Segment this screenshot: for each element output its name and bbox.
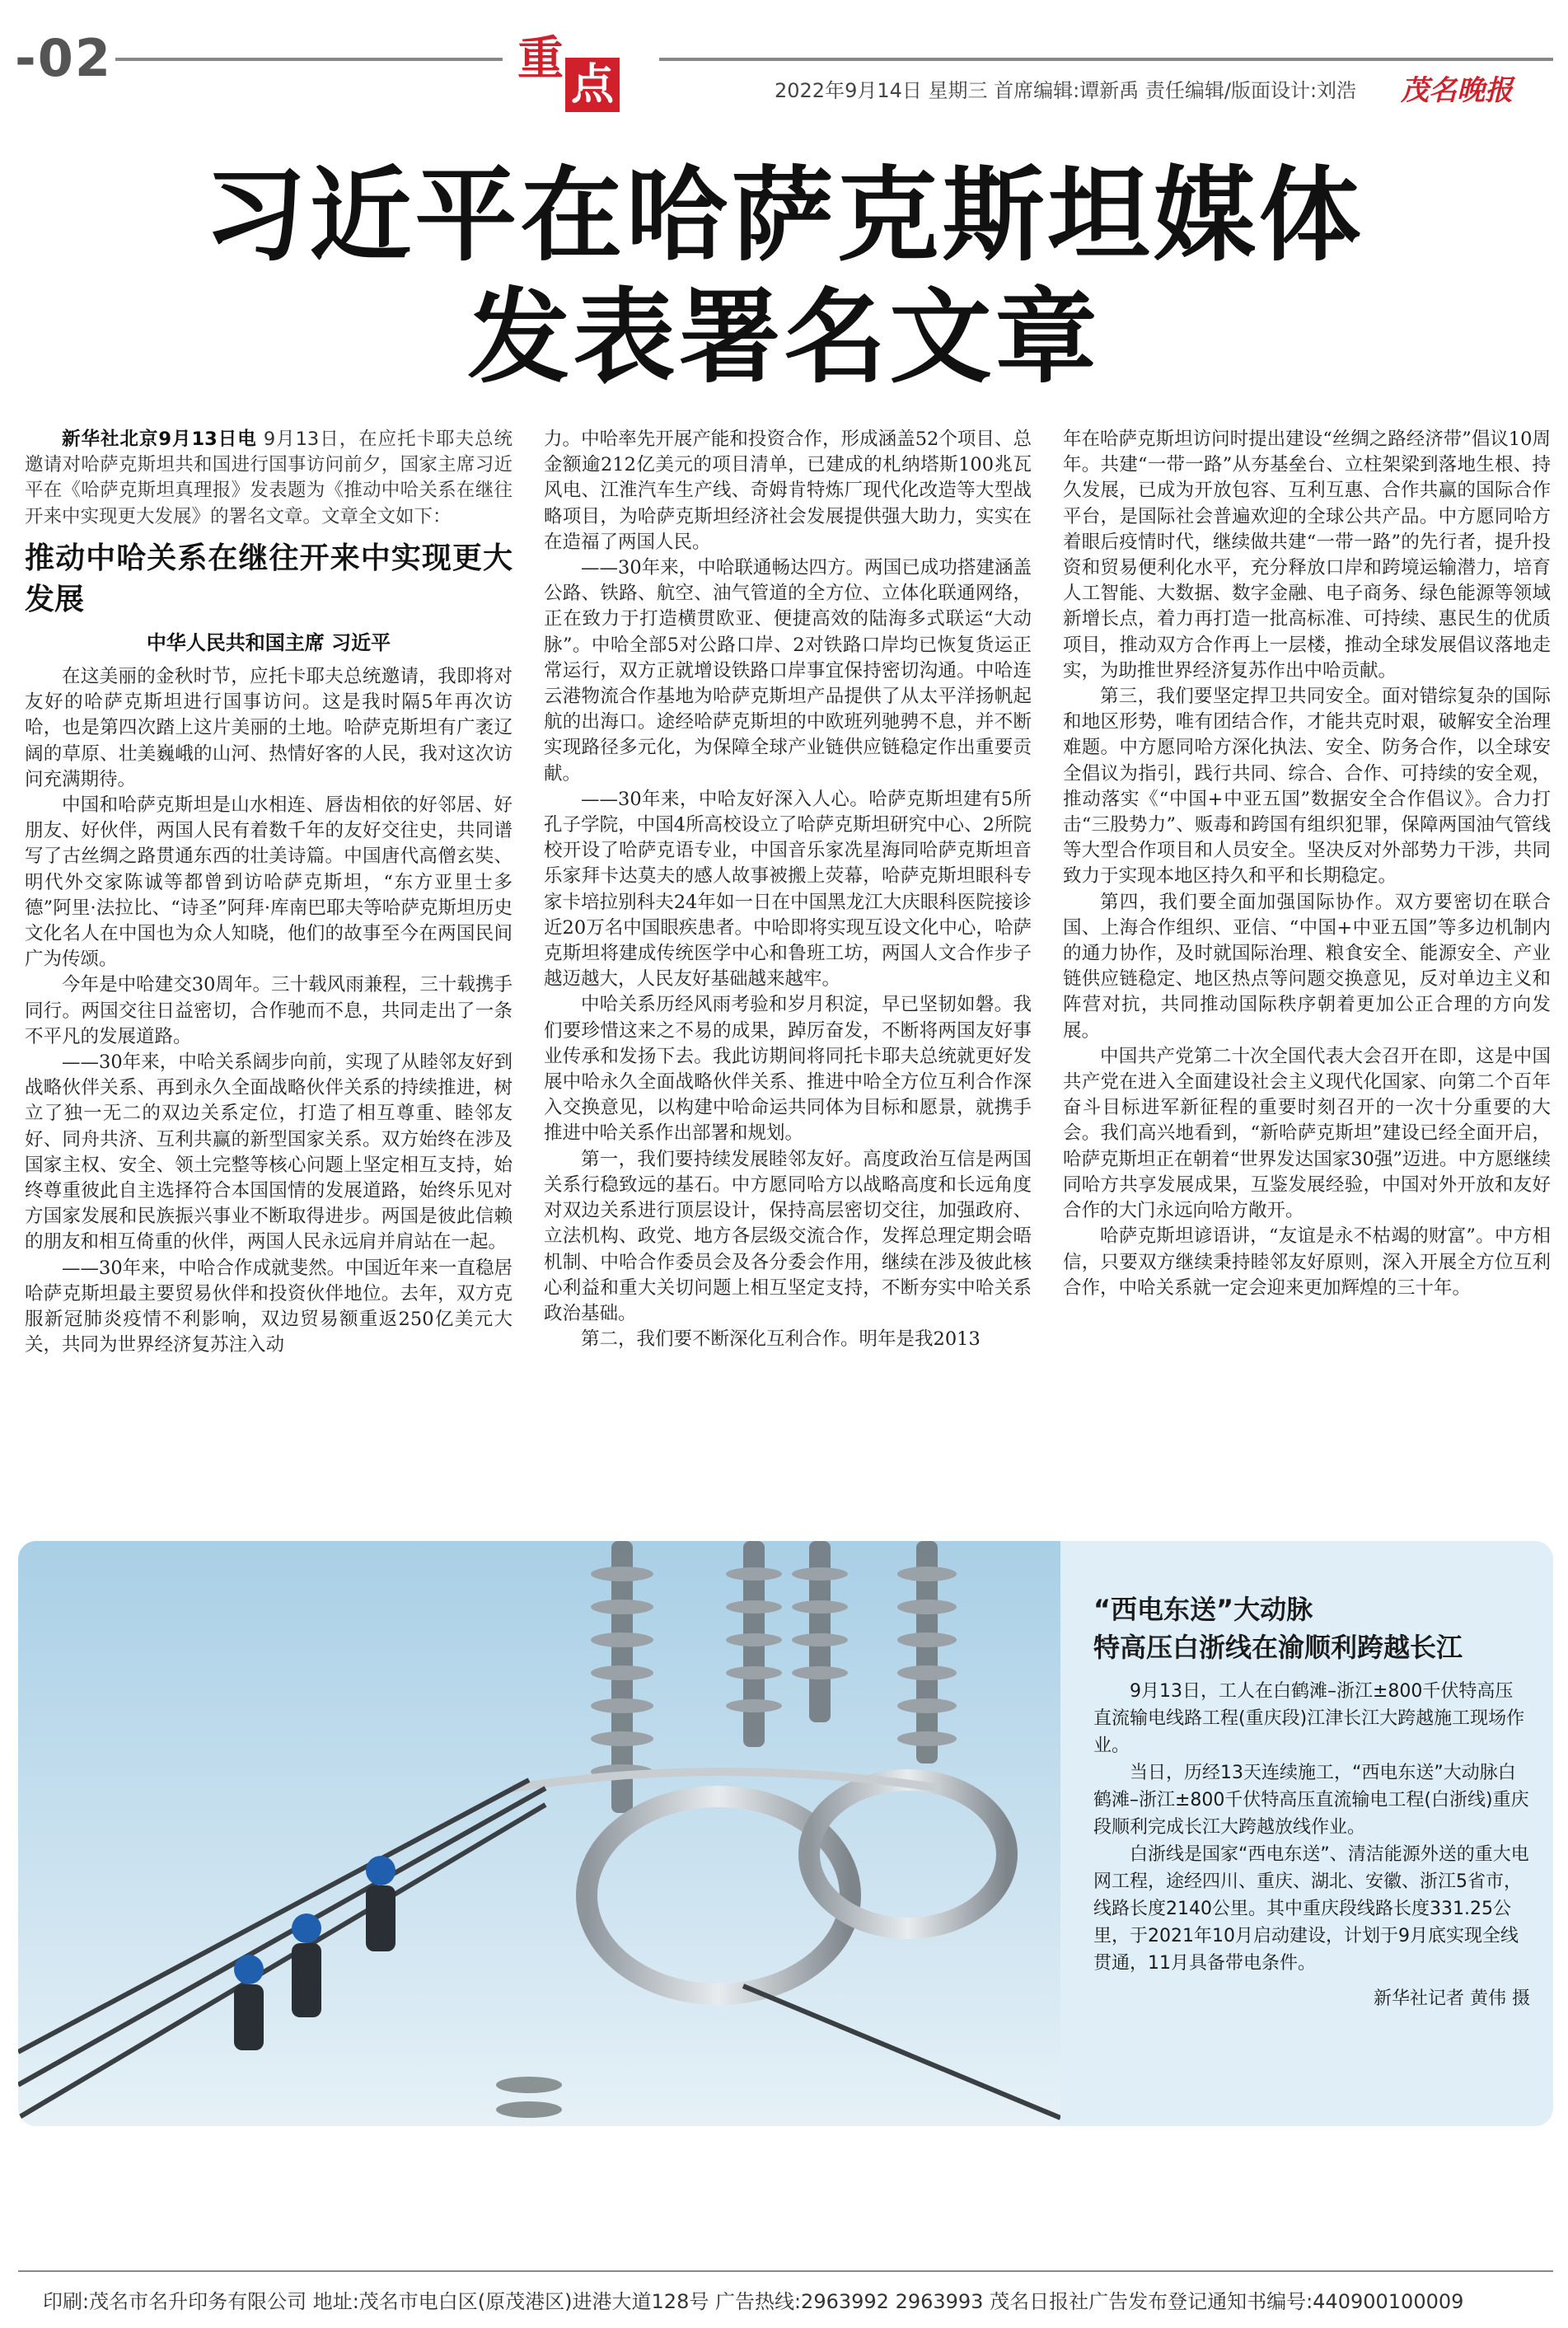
paragraph: 中国和哈萨克斯坦是山水相连、唇齿相依的好邻居、好朋友、好伙伴，两国人民有着数千年的友好交往史，共同谱写了古丝绸之路贯通东西的壮美诗篇。中国唐代高僧玄奘、明代外交家陈诚等都曾到访哈萨克斯坦，“东方亚里士多德”阿里·法拉比、“诗圣”阿拜·库南巴耶夫等哈萨克斯坦历史文化名人在中国也为众人知晓，他们的故事至今在两国民间广为传颂。 xyxy=(25,794,513,971)
footer-rule xyxy=(18,2270,1553,2272)
photo-section xyxy=(18,1541,1553,2126)
paragraph: ——30年来，中哈友好深入人心。哈萨克斯坦建有5所孔子学院，中国4所高校设立了哈萨克斯坦研究中心、2所院校开设了哈萨克语专业，中国音乐家冼星海同哈萨克斯坦音乐家拜卡达莫夫的感人故事被搬上荧幕，哈萨克斯坦眼科专家卡培拉别科夫24年如一日在中国黑龙江大庆眼科医院接诊近20万名中国眼疾患者。中哈即将实现互设文化中心，哈萨克斯坦将建成传统医学中心和鲁班工坊，两国人文合作步子越迈越大，人民友好基础越来越牢。 xyxy=(544,788,1032,991)
paragraph: 在这美丽的金秋时节，应托卡耶夫总统邀请，我即将对友好的哈萨克斯坦进行国事访问。这是我时隔5年再次访哈，也是第四次踏上这片美丽的土地。哈萨克斯坦有广袤辽阔的草原、壮美巍峨的山河、热情好客的人民，我对这次访问充满期待。 xyxy=(25,666,513,790)
paragraph: 第三，我们要坚定捍卫共同安全。面对错综复杂的国际和地区形势，唯有团结合作，才能共克时艰，破解安全治理难题。中方愿同哈方深化执法、安全、防务合作，以全球安全倡议为指引，践行共同、综合、合作、可持续的安全观，推动落实《“中国+中亚五国”数据安全合作倡议》。合力打击“三股势力”、贩毒和跨国有组织犯罪，保障两国油气管线等大型合作项目和人员安全。坚决反对外部势力干涉，共同致力于实现本地区持久和平和长期稳定。 xyxy=(1063,686,1551,888)
caption-paragraph: 9月13日，工人在白鹤滩–浙江±800千伏特高压直流输电线路工程(重庆段)江津长江大跨越施工现场作业。 xyxy=(1093,1681,1525,1756)
page-number: -02 xyxy=(15,28,113,88)
section-label xyxy=(517,32,614,110)
transmission-line-photo xyxy=(18,1541,1060,2126)
newspaper-logo: 茂名晚报 xyxy=(1401,74,1513,107)
paragraph: 第二，我们要不断深化互利合作。明年是我2013 xyxy=(581,1328,981,1351)
lede-text: 9月13日，在应托卡耶夫总统邀请对哈萨克斯坦共和国进行国事访问前夕，国家主席习近平在《哈萨克斯坦真理报》发表题为《推动中哈关系在继往开来中实现更大发展》的署名文章。文章全文如下： xyxy=(25,429,513,527)
section-char-1: 重 xyxy=(517,32,564,86)
photo-credit: 新华社记者 黄伟 摄 xyxy=(1374,1988,1530,2009)
paragraph: 中国共产党第二十次全国代表大会召开在即，这是中国共产党在进入全面建设社会主义现代化国家、向第二个百年奋斗目标进军新征程的重要时刻召开的一次十分重要的大会。我们高兴地看到，“新哈萨克斯坦”建设已经全面开启，哈萨克斯坦正在朝着“世界发达国家30强”迈进。中方愿继续同哈方共享发展成果，互鉴发展经验，中国对外开放和友好合作的大门永远向哈方敞开。 xyxy=(1063,1045,1551,1222)
issue-meta: 2022年9月14日 星期三 首席编辑:谭新禹 责任编辑/版面设计:刘浩 xyxy=(775,79,1357,102)
paragraph: ——30年来，中哈联通畅达四方。两国已成功搭建涵盖公路、铁路、航空、油气管道的全方位、立体化联通网络，正在致力于打造横贯欧亚、便捷高效的陆海多式联运“大动脉”。中哈全部5对公路口岸、2对铁路口岸均已恢复货运正常运行，双方正就增设铁路口岸事宜保持密切沟通。中哈连云港物流合作基地为哈萨克斯坦产品提供了从太平洋扬帆起航的出海口。途经哈萨克斯坦的中欧班列驰骋不息，并不断实现路径多元化，为保障全球产业链供应链稳定作出重要贡献。 xyxy=(544,557,1032,785)
caption-paragraph: 当日，历经13天连续施工，“西电东送”大动脉白鹤滩–浙江±800千伏特高压直流输电工程(白浙线)重庆段顺利完成长江大跨越放线作业。 xyxy=(1093,1763,1529,1838)
headline-line-2: 发表署名文章 xyxy=(467,279,1101,397)
article-column-2 xyxy=(544,427,1032,1352)
lede xyxy=(25,427,513,530)
caption-paragraph: 白浙线是国家“西电东送”、清洁能源外送的重大电网工程，途经四川、重庆、湖北、安徽、浙江5省市，线路长度2140公里。其中重庆段线路长度331.25公里，于2021年10月启动建设，计划于9月底实现全线贯通，11月具备带电条件。 xyxy=(1093,1844,1529,1974)
article-subhead: 推动中哈关系在继往开来中实现更大发展 xyxy=(25,541,513,616)
header-rule-left xyxy=(115,58,503,61)
article-column-1 xyxy=(25,427,513,1359)
caption-title-1: “西电东送”大动脉 xyxy=(1093,1594,1313,1625)
paragraph: ——30年来，中哈合作成就斐然。中国近年来一直稳居哈萨克斯坦最主要贸易伙伴和投资伙伴地位。去年，双方克服新冠肺炎疫情不利影响，双边贸易额重返250亿美元大关，共同为世界经济复苏注入动 xyxy=(25,1257,513,1356)
photo-caption xyxy=(1093,1590,1530,2012)
header-rule-right xyxy=(659,58,1553,61)
paragraph: 第四，我们要全面加强国际协作。双方要密切在联合国、上海合作组织、亚信、“中国+中亚五国”等多边机制内的通力协作，及时就国际治理、粮食安全、能源安全、产业链供应链稳定、地区热点等问题交换意见，反对单边主义和阵营对抗，共同推动国际秩序朝着更加公正合理的方向发展。 xyxy=(1063,891,1551,1042)
paragraph: 中哈关系历经风雨考验和岁月积淀，早已坚韧如磐。我们要珍惜这来之不易的成果，踔厉奋发，不断将两国友好事业传承和发扬下去。我此访期间将同托卡耶夫总统就更好发展中哈永久全面战略伙伴关系、推进中哈全方位互利合作深入交换意见，以构建中哈命运共同体为目标和愿景，就携手推进中哈关系作出部署和规划。 xyxy=(544,994,1032,1145)
paragraph: 今年是中哈建交30周年。三十载风雨兼程，三十载携手同行。两国交往日益密切，合作驰而不息，共同走出了一条不平凡的发展道路。 xyxy=(25,974,513,1047)
caption-title-2: 特高压白浙线在渝顺利跨越长江 xyxy=(1093,1632,1463,1663)
article-byline: 中华人民共和国主席 习近平 xyxy=(146,630,391,654)
article-column-3 xyxy=(1063,427,1551,1301)
paragraph: 哈萨克斯坦谚语讲，“友谊是永不枯竭的财富”。中方相信，只要双方继续秉持睦邻友好原则，深入开展全方位互利合作，中哈关系就一定会迎来更加辉煌的三十年。 xyxy=(1063,1225,1551,1299)
headline-line-1: 习近平在哈萨克斯坦媒体 xyxy=(204,157,1364,275)
section-char-2: 点 xyxy=(565,58,620,112)
paragraph: 第一，我们要持续发展睦邻友好。高度政治互信是两国关系行稳致远的基石。中方愿同哈方以战略高度和长远角度对双边关系进行顶层设计，保持高层密切交往，加强政府、立法机构、政党、地方各层级交流合作，发挥总理定期会晤机制、中哈合作委员会及各分委会作用，继续在涉及彼此核心利益和重大关切问题上相互坚定支持，不断夯实中哈关系政治基础。 xyxy=(544,1148,1032,1324)
paragraph: 年在哈萨克斯坦访问时提出建设“丝绸之路经济带”倡议10周年。共建“一带一路”从夯基垒台、立柱架梁到落地生根、持久发展，已成为开放包容、互利互惠、合作共赢的国际合作平台，是国际社会普遍欢迎的全球公共产品。中方愿同哈方着眼后疫情时代，继续做共建“一带一路”的先行者，提升投资和贸易便利化水平，充分释放口岸和跨境运输潜力，培育人工智能、大数据、数字金融、电子商务、绿色能源等领域新增长点，着力再打造一批高标准、可持续、惠民生的优质项目，推动双方合作再上一层楼，推动全球发展倡议落地走实，为助推世界经济复苏作出中哈贡献。 xyxy=(1063,429,1551,682)
footer-imprint: 印刷:茂名市名升印务有限公司 地址:茂名市电白区(原茂港区)进港大道128号 广告热线:2963992 2963993 茂名日报社广告发布登记通知书编号:440900100009 xyxy=(43,2290,1464,2313)
lede-dateline: 新华社北京9月13日电 xyxy=(62,429,257,450)
paragraph: ——30年来，中哈关系阔步向前，实现了从睦邻友好到战略伙伴关系、再到永久全面战略伙伴关系的持续推进，树立了独一无二的双边关系定位，打造了相互尊重、睦邻友好、同舟共济、互利共赢的新型国家关系。双方始终在涉及国家主权、安全、领土完整等核心问题上坚定相互支持，始终尊重彼此自主选择符合本国国情的发展道路，始终乐见对方国家发展和民族振兴事业不断取得进步。两国是彼此信赖的朋友和相互倚重的伙伴，两国人民永远肩并肩站在一起。 xyxy=(25,1052,513,1253)
paragraph: 力。中哈率先开展产能和投资合作，形成涵盖52个项目、总金额逾212亿美元的项目清单，已建成的札纳塔斯100兆瓦风电、江淮汽车生产线、奇姆肯特炼厂现代化改造等大型战略项目，为哈萨克斯坦经济社会发展提供强大助力，实实在在造福了两国人民。 xyxy=(544,429,1032,553)
